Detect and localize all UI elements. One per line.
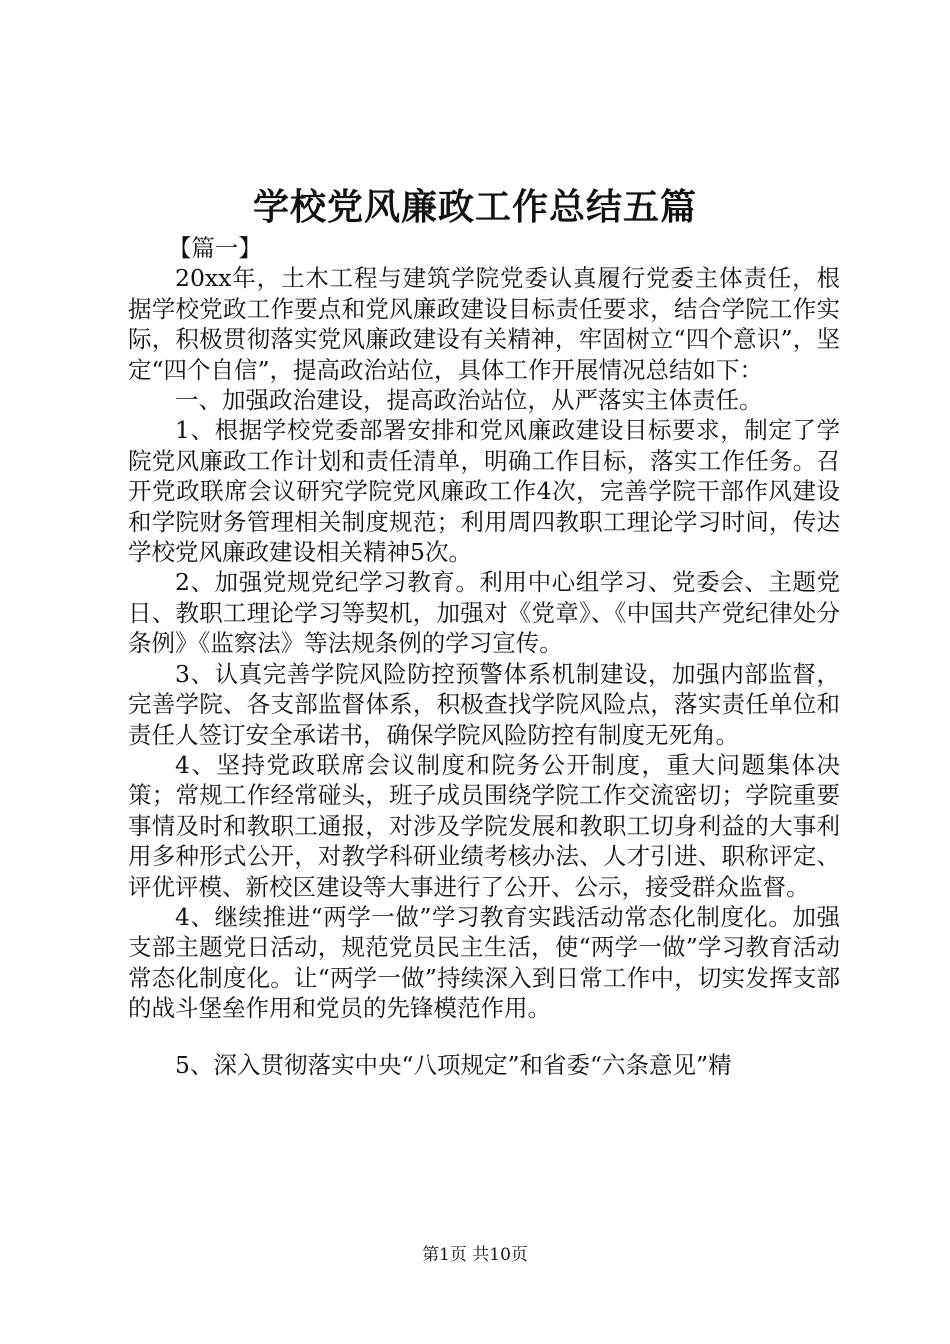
paragraph-heading-1: 一、加强政治建设，提高政治站位，从严落实主体责任。 xyxy=(175,386,763,415)
paragraph-item-4: 4、坚持党政联席会议制度和院务公开制度，重大问题集体决策；常规工作经常碰头，班子成员围绕学院工作交流密切；学院重要事情及时和教职工通报，对涉及学院发展和教职工切身利益的大事利用多种形式公开，对教学科研业绩考核办法、人才引进、职称评定、评优评模、新校区建设等大事进行了公开、公示，接受群众监督。 xyxy=(128,750,840,901)
paragraph-item-1: 1、根据学校党委部署安排和党风廉政建设目标要求，制定了学院党风廉政工作计划和责任清单，明确工作目标，落实工作任务。召开党政联席会议研究学院党风廉政工作4次，完善学院干部作风建设和学院财务管理相关制度规范；利用周四教职工理论学习时间，传达学校党风廉政建设相关精神5次。 xyxy=(128,416,840,567)
document-body xyxy=(128,233,840,1080)
paragraph-item-5: 5、深入贯彻落实中央“八项规定”和省委“六条意见”精 xyxy=(175,1050,732,1079)
paragraph-item-3: 3、认真完善学院风险防控预警体系机制建设，加强内部监督，完善学院、各支部监督体系，积极查找学院风险点，落实责任单位和责任人签订安全承诺书，确保学院风险防控有制度无死角。 xyxy=(128,659,840,749)
paragraph-intro: 20xx年，土木工程与建筑学院党委认真履行党委主体责任，根据学校党政工作要点和党风廉政建设目标责任要求，结合学院工作实际，积极贯彻落实党风廉政建设有关精神，牢固树立“四个意识”，坚定“四个自信”，提高政治站位，具体工作开展情况总结如下： xyxy=(128,264,840,384)
section-label: 【篇一】 xyxy=(167,234,262,262)
paragraph-item-4b: 4、继续推进“两学一做”学习教育实践活动常态化制度化。加强支部主题党日活动，规范党员民主生活，使“两学一做”学习教育活动常态化制度化。让“两学一做”持续深入到日常工作中，切实发挥支部的战斗堡垒作用和党员的先锋模范作用。 xyxy=(128,902,840,1023)
document-title: 学校党风廉政工作总结五篇 xyxy=(252,186,697,228)
paragraph-item-2: 2、加强党规党纪学习教育。利用中心组学习、党委会、主题党日、教职工理论学习等契机，加强对《党章》、《中国共产党纪律处分条例》《监察法》等法规条例的学习宣传。 xyxy=(128,568,840,658)
page-footer: 第1页 共10页 xyxy=(422,1245,528,1265)
